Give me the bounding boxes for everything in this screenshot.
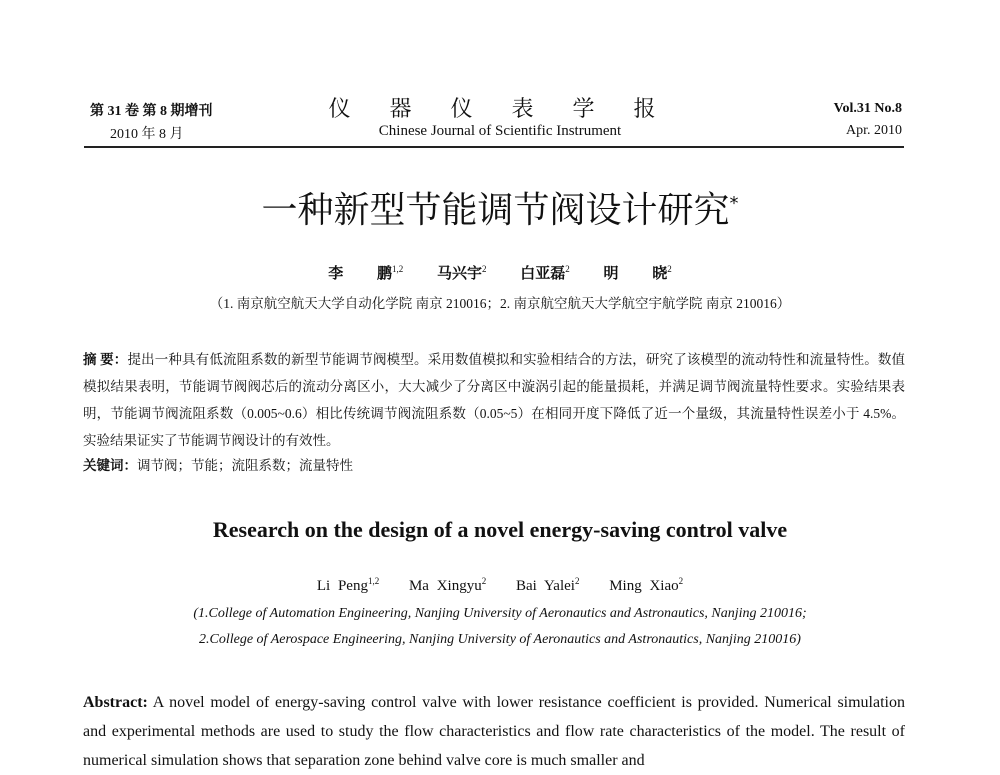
paper-title-en: Research on the design of a novel energy-saving control valve — [212, 517, 788, 542]
abstract-en-text: A novel model of energy-saving control valve with lower resistance coefficient is provided. Numerical simulation and experimental methods are used to study the flow characteristics and flow rate characteristics of the model. The result of numerical simulation shows that separation zone behind valve core is much smaller and — [83, 694, 905, 769]
keywords-cn-label: 关键词： — [83, 458, 137, 473]
affiliation-en-line1: (1.College of Automation Engineering, Nanjing University of Aeronautics and Astronautics, Nanjing 210016; — [193, 606, 807, 621]
header-rule — [84, 146, 904, 148]
author-en: Ming Xiao$^2$ — [609, 576, 684, 594]
header-volume-en: Vol.31 No.8 — [833, 101, 902, 116]
paper-title-cn: 一种新型节能调节阀设计研究* — [261, 190, 739, 231]
keywords-cn — [83, 454, 353, 474]
author-cn: 马兴宇$^2$ — [436, 264, 487, 282]
header-date-cn: 2010 年 8 月 — [110, 127, 184, 142]
author-cn: 李 鹏$^{1,2}$ — [328, 264, 404, 282]
authors-cn — [0, 262, 1000, 283]
header-volume-issue: 第 31 卷 第 8 期增刊 — [90, 104, 213, 119]
title-footnote-mark: * — [729, 193, 739, 214]
author-cn: 明 晓$^2$ — [603, 264, 672, 282]
affiliation-en-line2: 2.College of Aerospace Engineering, Nanjing University of Aeronautics and Astronautics, Nanjing 210016) — [199, 632, 801, 647]
journal-name-cn: 仪 器 仪 表 学 报 — [328, 97, 672, 122]
abstract-en — [83, 688, 905, 775]
author-en: Ma Xingyu$^2$ — [408, 576, 487, 594]
author-en: Bai Yalei$^2$ — [515, 576, 580, 594]
affiliation-cn: （1. 南京航空航天大学自动化学院 南京 210016；2. 南京航空航天大学航空宇航学院 南京 210016） — [209, 296, 791, 311]
abstract-cn — [83, 346, 905, 454]
journal-name-en: Chinese Journal of Scientific Instrument — [378, 123, 622, 139]
abstract-en-label: Abstract: — [83, 694, 148, 711]
author-cn: 白亚磊$^2$ — [520, 264, 570, 282]
header-date-en: Apr. 2010 — [846, 123, 902, 138]
author-en: Li Peng$^{1,2}$ — [316, 576, 380, 594]
keywords-cn-text: 调节阀；节能；流阻系数；流量特性 — [137, 458, 353, 473]
abstract-cn-label: 摘 要： — [83, 352, 128, 367]
authors-en — [0, 576, 1000, 595]
abstract-cn-text: 提出一种具有低流阻系数的新型节能调节阀模型。采用数值模拟和实验相结合的方法，研究了该模型的流动特性和流量特性。数值模拟结果表明，节能调节阀阀芯后的流动分离区小，大大减少了分离区中漩涡引起的能量损耗，并满足调节阀流量特性要求。实验结果表明，节能调节阀流阻系数（0.005~0.6）相比传统调节阀流阻系数（0.05~5）在相同开度下降低了近一个量级，其流量特性误差小于 4.5%。实验结果证实了节能调节阀设计的有效性。 — [83, 352, 906, 448]
